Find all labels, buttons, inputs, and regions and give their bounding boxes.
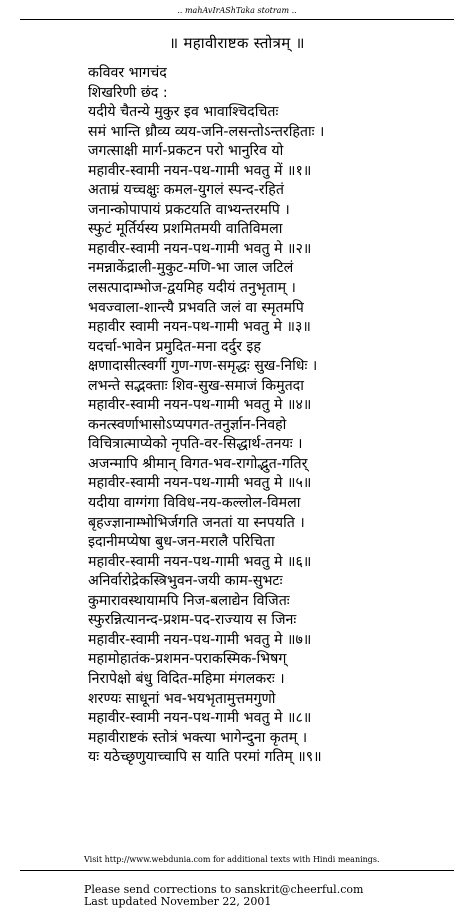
verse-line: यदर्चा-भावेन प्रमुदित-मना दर्दुर इह [88,338,261,355]
verse-line: अनिर्वारोद्रेकस्त्रिभुवन-जयी काम-सुभटः [88,573,283,590]
verse-line: स्फुटं मूर्तिर्यस्य प्रशमितमयी वातिविमला [88,221,283,238]
verse-line: स्फुरन्नित्यानन्द-प्रशम-पद-राज्याय स जिनः [88,612,297,629]
verse-line: कुमारावस्थायामपि निज-बलाद्येन विजितः [88,592,290,609]
last-updated: Last updated November 22, 2001 [84,895,272,908]
contact-info [84,884,363,908]
verse-line: लभन्ते सद्भक्ताः शिव-सुख-समाजं किमुतदा [88,377,304,394]
verse-line: महावीर स्वामी नयन-पथ-गामी भवतु मे ॥३॥ [88,319,311,336]
verse-line: निरापेक्षो बंधु विदित-महिमा मंगलकरः । [88,670,285,687]
verse-line: इदानीमप्येषा बुध-जन-मरालै परिचिता [88,534,275,551]
verse-line: महावीर-स्वामी नयन-पथ-गामी भवतु मे ॥७॥ [88,631,312,648]
verse-line: यः यठेच्छृणुयाच्चापि स याति परमां गतिम् ॥९॥ [88,749,322,766]
stotra-text [88,64,324,768]
verse-line: समं भान्ति ध्रौव्य व्यय-जनि-लसन्तोऽन्तरहिताः । [88,123,325,140]
verse-line: शरण्यः साधूनां भव-भयभृतामुत्तमगुणो [88,690,276,707]
verse-line: भवज्वाला-शान्त्यै प्रभवति जलं वा स्मृतमपि [88,299,304,316]
verse-line: क्षणादासीत्स्वर्गी गुण-गण-समृद्धः सुख-निधिः । [88,358,318,375]
verse-line: महावीर-स्वामी नयन-पथ-गामी भवतु मे ॥६॥ [88,553,312,570]
verse-line: यदीये चैतन्ये मुकुर इव भावाश्चिदचितः [88,104,279,121]
corrections-line: Please send corrections to sanskrit@cheerful.com [84,883,364,896]
verse-line: बृहज्ज्ञानाम्भोभिर्जगति जनतां या स्नपयति । [88,514,305,531]
verse-line: नमन्नाकेंद्राली-मुकुट-मणि-भा जाल जटिलं [88,260,294,277]
verse-line: महामोहातंक-प्रशमन-पराकस्मिक-भिषग् [88,651,287,668]
verse-line: महावीराष्टकं स्तोत्रं भक्त्या भागेन्दुना कृतम् । [88,729,308,746]
verse-line: जनान्कोपापायं प्रकटयति वाभ्यन्तरमपि । [88,201,290,218]
verse-line: महावीर-स्वामी नयन-पथ-गामी भवतु मे ॥५॥ [88,475,312,492]
verse-line: महावीर-स्वामी नयन-पथ-गामी भवतु मे ॥२॥ [88,240,312,257]
verse-line: लसत्पादाम्भोज-द्वयमिह यदीयं तनुभृताम् । [88,280,296,297]
footer-note: Visit http://www.webdunia.com for additional texts with Hindi meanings. [84,855,380,864]
header-rule [20,19,454,20]
verse-line: शिखरिणी छंद : [88,84,168,101]
verse-line: कविवर भागचंद [88,65,167,81]
verse-line: महावीर-स्वामी नयन-पथ-गामी भवतु मे ॥८॥ [88,710,312,727]
verse-line: अताम्रं यच्चक्षुः कमल-युगलं स्पन्द-रहितं [88,182,284,199]
page-header: .. mahAvIrAShTaka stotram .. [177,6,297,15]
verse-line: यदीया वाग्गंगा विविध-नय-कल्लोल-विमला [88,495,301,512]
verse-line: महावीर-स्वामी नयन-पथ-गामी भवतु मे ॥४॥ [88,397,312,414]
verse-line: कनत्स्वर्णाभासोऽप्यपगत-तनुर्ज्ञान-निवहो [88,416,287,433]
verse-line: जगत्साक्षी मार्ग-प्रकटन परो भानुरिव यो [88,143,284,160]
verse-line: महावीर-स्वामी नयन-पथ-गामी भवतु में ॥१॥ [88,162,312,179]
verse-line: अजन्मापि श्रीमान् विगत-भव-रागोद्भुत-गतिर् [88,455,308,472]
verse-line: विचित्रात्माप्येको नृपति-वर-सिद्धार्थ-तनयः । [88,436,303,453]
footer-rule [20,870,454,871]
page-title: ॥ महावीराष्टक स्तोत्रम् ॥ [169,34,305,52]
